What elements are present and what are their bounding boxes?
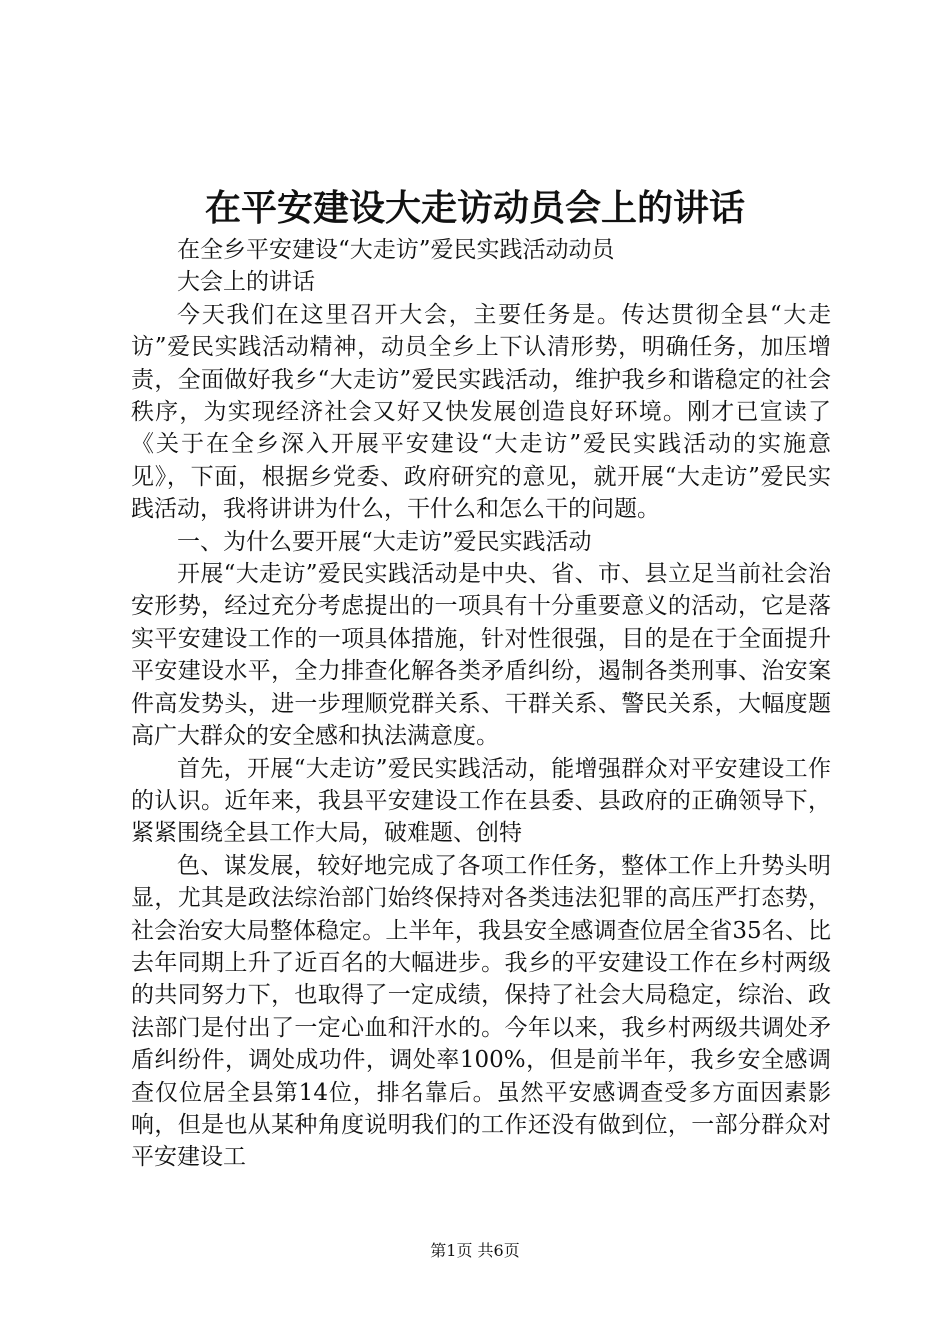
paragraph: 今天我们在这里召开大会，主要任务是。传达贯彻全县“大走访”爱民实践活动精神，动员全乡上下认清形势，明确任务，加压增责，全面做好我乡“大走访”爱民实践活动，维护我乡和谐稳定的社会秩序，为实现经济社会又好又快发展创造良好环境。刚才已宣读了《关于在全乡深入开展平安建设“大走访”爱民实践活动的实施意见》，下面，根据乡党委、政府研究的意见，就开展“大走访”爱民实践活动，我将讲讲为什么，干什么和怎么干的问题。 xyxy=(131,301,831,523)
section-heading: 一、为什么要开展“大走访”爱民实践活动 xyxy=(177,528,592,555)
paragraph: 大会上的讲话 xyxy=(177,269,315,296)
page-footer: 第1页 共6页 xyxy=(430,1241,520,1260)
document-title: 在平安建设大走访动员会上的讲话 xyxy=(204,187,745,229)
paragraph: 色、谋发展，较好地完成了各项工作任务，整体工作上升势头明显，尤其是政法综治部门始终保持对各类违法犯罪的高压严打态势，社会治安大局整体稳定。上半年，我县安全感调查位居全省35名、比去年同期上升了近百名的大幅进步。我乡的平安建设工作在乡村两级的共同努力下，也取得了一定成绩，保持了社会大局稳定，综治、政法部门是付出了一定心血和汗水的。今年以来，我乡村两级共调处矛盾纠纷件，调处成功件，调处率100%，但是前半年，我乡安全感调查仅位居全县第14位，排名靠后。虽然平安感调查受多方面因素影响，但是也从某种角度说明我们的工作还没有做到位，一部分群众对平安建设工 xyxy=(131,852,831,1171)
document-body xyxy=(131,234,831,1174)
paragraph: 在全乡平安建设“大走访”爱民实践活动动员 xyxy=(177,237,615,263)
paragraph: 首先，开展“大走访”爱民实践活动，能增强群众对平安建设工作的认识。近年来，我县平安建设工作在县委、县政府的正确领导下，紧紧围绕全县工作大局，破难题、创特 xyxy=(131,755,831,847)
paragraph: 开展“大走访”爱民实践活动是中央、省、市、县立足当前社会治安形势，经过充分考虑提出的一项具有十分重要意义的活动，它是落实平安建设工作的一项具体措施，针对性很强，目的是在于全面提升平安建设水平，全力排查化解各类矛盾纠纷，遏制各类刑事、治安案件高发势头，进一步理顺党群关系、干群关系、警民关系，大幅度题高广大群众的安全感和执法满意度。 xyxy=(131,561,831,750)
